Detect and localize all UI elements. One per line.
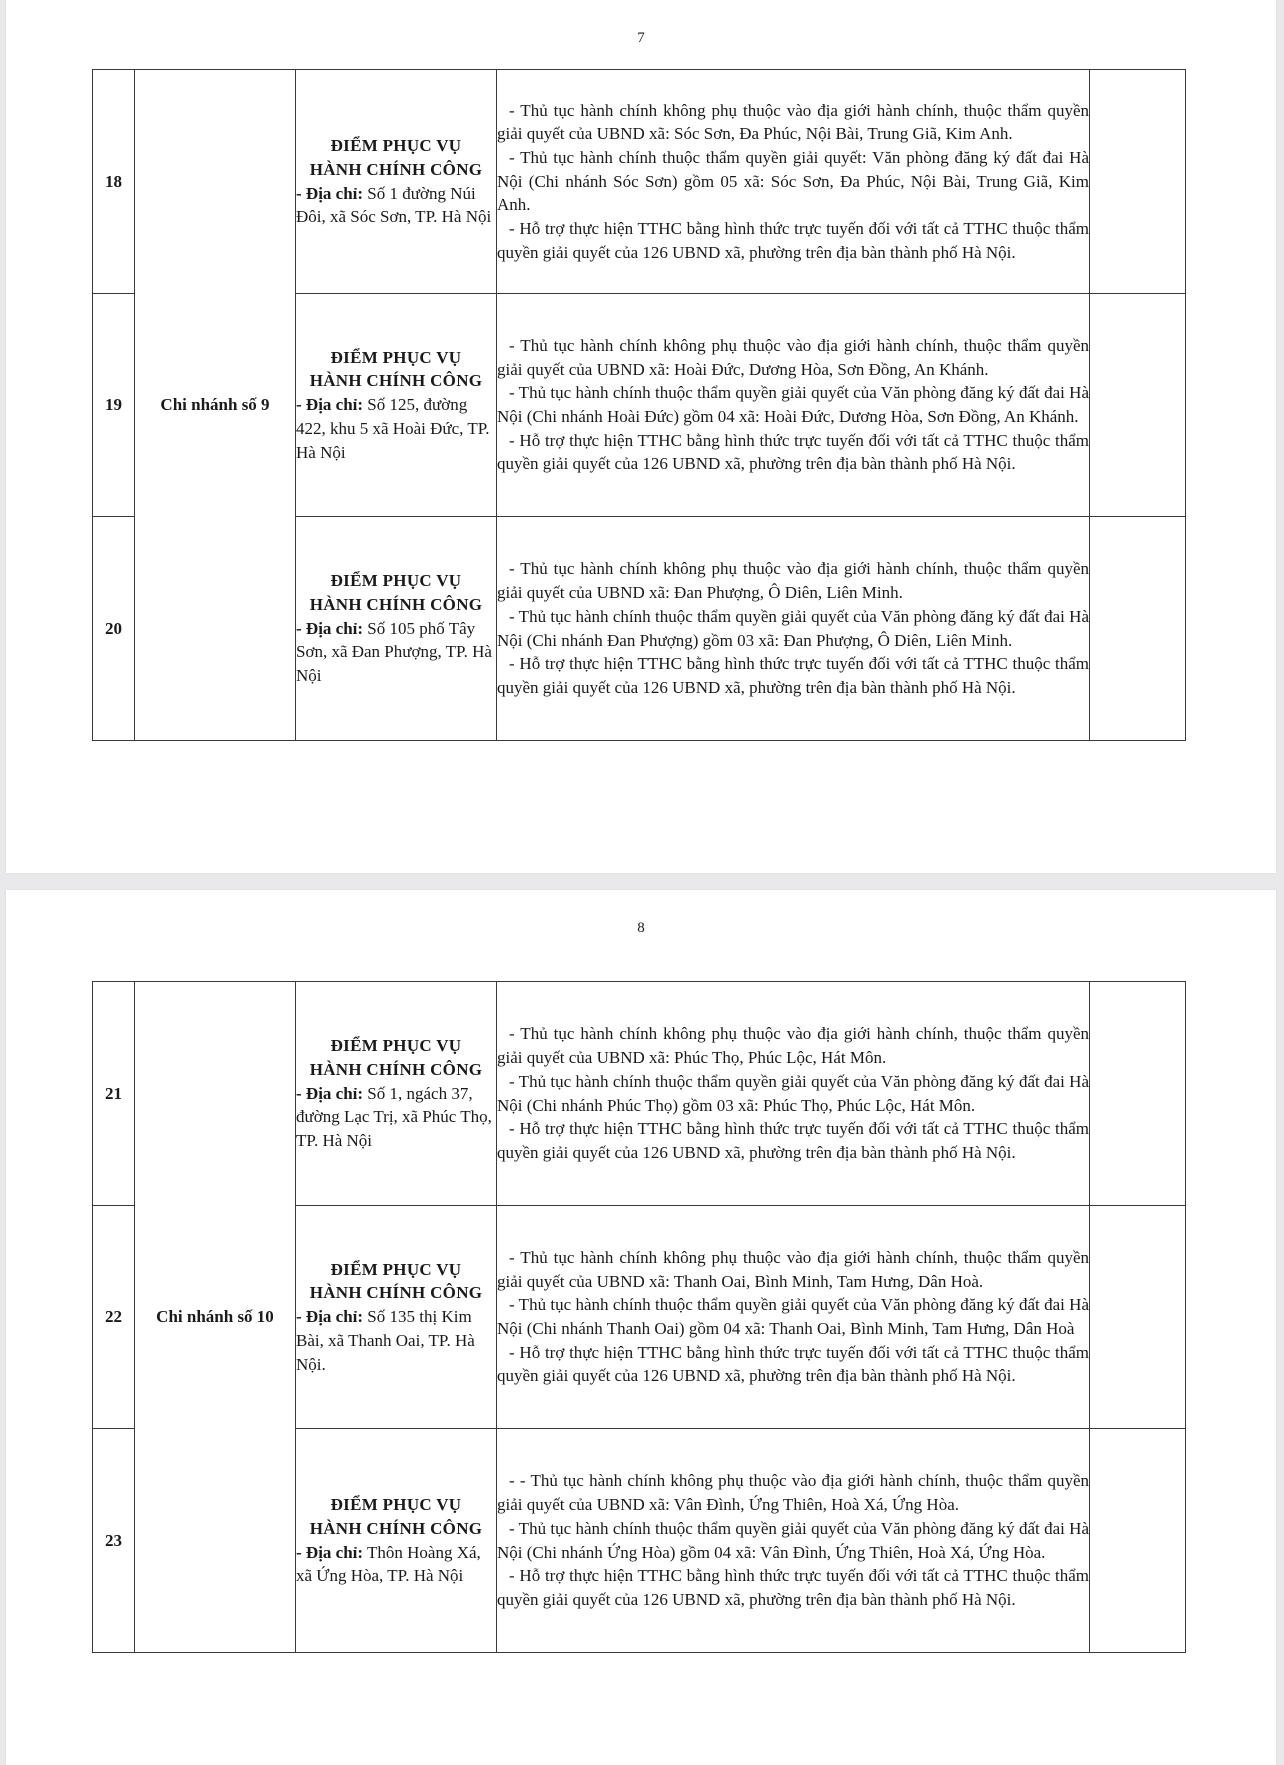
service-point-cell (296, 1206, 497, 1429)
description-line: - Thủ tục hành chính không phụ thuộc vào địa giới hành chính, thuộc thẩm quyền giải quyết của UBND xã: Phúc Thọ, Phúc Lộc, Hát Môn. (497, 1024, 1089, 1068)
address-label: - Địa chỉ: (296, 1083, 364, 1103)
notes-cell (1090, 1429, 1186, 1653)
description-line: - Thủ tục hành chính thuộc thẩm quyền giải quyết của Văn phòng đăng ký đất đai Hà Nội (Chi nhánh Hoài Đức) gồm 04 xã: Hoài Đức, Dương Hòa, Sơn Đồng, An Khánh. (497, 383, 1089, 426)
procedures-description (497, 70, 1090, 294)
row-number: 20 (93, 517, 135, 741)
service-point-cell (296, 982, 497, 1206)
notes-cell (1090, 70, 1186, 294)
description-line: - Thủ tục hành chính không phụ thuộc vào địa giới hành chính, thuộc thẩm quyền giải quyết của UBND xã: Hoài Đức, Dương Hòa, Sơn Đồng, An Khánh. (497, 335, 1089, 379)
description-line: - Thủ tục hành chính thuộc thẩm quyền giải quyết của Văn phòng đăng ký đất đai Hà Nội (Chi nhánh Thanh Oai) gồm 04 xã: Thanh Oai, Bình Minh, Tam Hưng, Dân Hoà (497, 1295, 1089, 1338)
service-point-title: ĐIỂM PHỤC VỤ (330, 347, 462, 367)
document-page-8 (6, 890, 1276, 1765)
document-page-7 (6, 0, 1276, 873)
row-number: 21 (93, 982, 135, 1206)
address-label: - Địa chỉ: (296, 183, 364, 203)
service-point-title: HÀNH CHÍNH CÔNG (309, 1518, 483, 1538)
row-number: 22 (93, 1206, 135, 1429)
description-line: - - Thủ tục hành chính không phụ thuộc vào địa giới hành chính, thuộc thẩm quyền giải quyết của UBND xã: Vân Đình, Ứng Thiên, Hoà Xá, Ứng Hòa. (497, 1471, 1089, 1515)
service-point-title: ĐIỂM PHỤC VỤ (330, 571, 462, 591)
row-number: 19 (93, 294, 135, 517)
address-label: - Địa chỉ: (296, 1542, 364, 1562)
service-point-cell (296, 294, 497, 517)
service-point-title: HÀNH CHÍNH CÔNG (309, 594, 483, 614)
address-value: Số 125, đường 422, khu 5 xã Hoài Đức, TP. Hà Nội (296, 395, 490, 462)
address-value: Thôn Hoàng Xá, xã Ứng Hòa, TP. Hà Nội (296, 1542, 481, 1586)
description-line: - Hỗ trợ thực hiện TTHC bằng hình thức trực tuyến đối với tất cả TTHC thuộc thẩm quyền giải quyết của 126 UBND xã, phường trên địa bàn thành phố Hà Nội. (497, 1566, 1089, 1609)
service-point-cell (296, 70, 497, 294)
description-line: - Thủ tục hành chính thuộc thẩm quyền giải quyết: Văn phòng đăng ký đất đai Hà Nội (Chi nhánh Sóc Sơn) gồm 05 xã: Sóc Sơn, Đa Phúc, Nội Bài, Trung Giã, Kim Anh. (497, 147, 1089, 215)
service-point-title: ĐIỂM PHỤC VỤ (330, 1036, 462, 1056)
description-line: - Thủ tục hành chính không phụ thuộc vào địa giới hành chính, thuộc thẩm quyền giải quyết của UBND xã: Sóc Sơn, Đa Phúc, Nội Bài, Trung Giã, Kim Anh. (497, 100, 1089, 144)
table-row (93, 70, 1186, 294)
procedures-description (497, 517, 1090, 741)
procedures-description (497, 982, 1090, 1206)
page-number: 8 (637, 920, 645, 936)
description-line: - Thủ tục hành chính không phụ thuộc vào địa giới hành chính, thuộc thẩm quyền giải quyết của UBND xã: Thanh Oai, Bình Minh, Tam Hưng, Dân Hoà. (497, 1247, 1089, 1291)
service-point-title: ĐIỂM PHỤC VỤ (330, 136, 462, 156)
service-points-table (92, 69, 1186, 741)
service-point-title: HÀNH CHÍNH CÔNG (309, 1283, 483, 1303)
description-line: - Hỗ trợ thực hiện TTHC bằng hình thức trực tuyến đối với tất cả TTHC thuộc thẩm quyền giải quyết của 126 UBND xã, phường trên địa bàn thành phố Hà Nội. (497, 219, 1089, 262)
row-number: 23 (93, 1429, 135, 1653)
service-point-title: HÀNH CHÍNH CÔNG (309, 371, 483, 391)
description-line: - Hỗ trợ thực hiện TTHC bằng hình thức trực tuyến đối với tất cả TTHC thuộc thẩm quyền giải quyết của 126 UBND xã, phường trên địa bàn thành phố Hà Nội. (497, 1342, 1089, 1386)
page-number: 7 (637, 30, 645, 46)
address-label: - Địa chỉ: (296, 395, 364, 415)
service-point-title: HÀNH CHÍNH CÔNG (309, 159, 483, 179)
notes-cell (1090, 517, 1186, 741)
description-line: - Thủ tục hành chính thuộc thẩm quyền giải quyết của Văn phòng đăng ký đất đai Hà Nội (Chi nhánh Ứng Hòa) gồm 04 xã: Vân Đình, Ứng Thiên, Hoà Xá, Ứng Hòa. (497, 1518, 1089, 1562)
address-label: - Địa chỉ: (296, 1307, 364, 1327)
notes-cell (1090, 1206, 1186, 1429)
service-point-title: ĐIỂM PHỤC VỤ (330, 1259, 462, 1279)
row-number: 18 (93, 70, 135, 294)
notes-cell (1090, 982, 1186, 1206)
address-value: Số 1, ngách 37, đường Lạc Trị, xã Phúc Thọ, TP. Hà Nội (296, 1083, 492, 1151)
address-label: - Địa chỉ: (296, 618, 364, 638)
service-point-title: HÀNH CHÍNH CÔNG (309, 1059, 483, 1079)
description-line: - Hỗ trợ thực hiện TTHC bằng hình thức trực tuyến đối với tất cả TTHC thuộc thẩm quyền giải quyết của 126 UBND xã, phường trên địa bàn thành phố Hà Nội. (497, 1119, 1089, 1162)
address-value: Số 135 thị Kim Bài, xã Thanh Oai, TP. Hà Nội. (296, 1307, 475, 1374)
description-line: - Hỗ trợ thực hiện TTHC bằng hình thức trực tuyến đối với tất cả TTHC thuộc thẩm quyền giải quyết của 126 UBND xã, phường trên địa bàn thành phố Hà Nội. (497, 430, 1089, 474)
service-point-title: ĐIỂM PHỤC VỤ (330, 1495, 462, 1515)
service-point-cell (296, 517, 497, 741)
procedures-description (497, 1429, 1090, 1653)
description-line: - Thủ tục hành chính thuộc thẩm quyền giải quyết của Văn phòng đăng ký đất đai Hà Nội (Chi nhánh Đan Phượng) gồm 03 xã: Đan Phượng, Ô Diên, Liên Minh. (497, 606, 1089, 650)
table-row (93, 982, 1186, 1206)
address-value: Số 105 phố Tây Sơn, xã Đan Phượng, TP. Hà Nội (296, 618, 492, 686)
description-line: - Thủ tục hành chính không phụ thuộc vào địa giới hành chính, thuộc thẩm quyền giải quyết của UBND xã: Đan Phượng, Ô Diên, Liên Minh. (497, 559, 1089, 603)
procedures-description (497, 294, 1090, 517)
service-point-cell (296, 1429, 497, 1653)
procedures-description (497, 1206, 1090, 1429)
service-points-table (92, 981, 1186, 1653)
address-value: Số 1 đường Núi Đôi, xã Sóc Sơn, TP. Hà Nội (296, 183, 492, 227)
branch-name: Chi nhánh số 10 (135, 982, 296, 1653)
branch-name: Chi nhánh số 9 (135, 70, 296, 741)
notes-cell (1090, 294, 1186, 517)
description-line: - Thủ tục hành chính thuộc thẩm quyền giải quyết của Văn phòng đăng ký đất đai Hà Nội (Chi nhánh Phúc Thọ) gồm 03 xã: Phúc Thọ, Phúc Lộc, Hát Môn. (497, 1071, 1089, 1115)
description-line: - Hỗ trợ thực hiện TTHC bằng hình thức trực tuyến đối với tất cả TTHC thuộc thẩm quyền giải quyết của 126 UBND xã, phường trên địa bàn thành phố Hà Nội. (497, 654, 1089, 697)
